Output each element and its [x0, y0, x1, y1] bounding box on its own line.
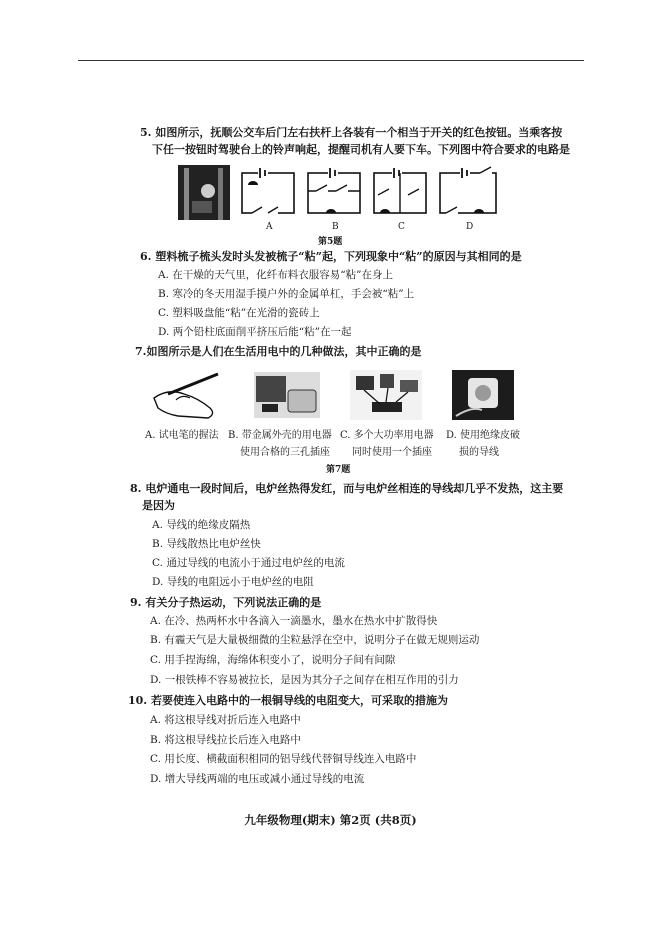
- circuit-c-diagram: [368, 165, 432, 221]
- q7-option-a-line1: A. 试电笔的握法: [145, 430, 219, 441]
- q7-stem: 7.如图所示是人们在生活用电中的几种做法，其中正确的是: [135, 345, 422, 358]
- q8-option-d: D. 导线的电阻远小于电炉丝的电阻: [152, 576, 314, 588]
- q7-option-c-line2: 同时使用一个插座: [352, 447, 432, 458]
- q8-stem-line2: 是因为: [142, 499, 175, 512]
- q6-option-b: B. 寒冷的冬天用湿手摸户外的金属单杠，手会被“粘”上: [158, 288, 415, 300]
- q6-option-a: A. 在干燥的天气里，化纤布料衣服容易“粘”在身上: [158, 269, 393, 281]
- q7-option-b-line1: B. 带金属外壳的用电器: [228, 430, 332, 441]
- q5-stem-line1: 5. 如图所示，抚顺公交车后门左右扶杆上各装有一个相当于开关的红色按钮。当乘客按: [140, 126, 563, 139]
- q7-option-d-line2: 损的导线: [459, 447, 499, 458]
- q5-caption: 第5题: [318, 237, 343, 247]
- q6-stem: 6. 塑料梳子梳头发时头发被梳子“粘”起，下列现象中“粘”的原因与其相同的是: [140, 250, 522, 263]
- q5-stem-line2: 下任一按钮时驾驶台上的铃声响起，提醒司机有人要下车。下列图中符合要求的电路是: [152, 143, 570, 156]
- q9-option-d: D. 一根铁棒不容易被拉长，是因为其分子之间存在相互作用的引力: [150, 674, 459, 686]
- q7-option-b-line2: 使用合格的三孔插座: [240, 447, 330, 458]
- circuit-label-d: D: [466, 222, 474, 232]
- q8-option-a: A. 导线的绝缘皮隔热: [152, 519, 251, 531]
- circuit-label-c: C: [398, 222, 405, 232]
- overloaded-socket-image: [350, 370, 422, 420]
- page-footer: 九年级物理(期末) 第2页 (共8页): [244, 813, 417, 827]
- q9-stem: 9. 有关分子热运动，下列说法正确的是: [130, 596, 322, 609]
- q9-option-a: A. 在冷、热两杯水中各滴入一滴墨水，墨水在热水中扩散得快: [150, 615, 438, 627]
- q6-option-d: D. 两个铅柱底面削平挤压后能“粘”在一起: [158, 326, 352, 338]
- three-hole-socket-image: [252, 370, 322, 420]
- q7-caption: 第7题: [326, 465, 351, 475]
- circuit-d-diagram: [434, 165, 502, 221]
- q10-stem: 10. 若要使连入电路中的一根铜导线的电阻变大，可采取的措施为: [128, 694, 448, 707]
- damaged-wire-image: [452, 370, 514, 420]
- q8-stem-line1: 8. 电炉通电一段时间后，电炉丝热得发红，而与电炉丝相连的导线却几乎不发热，这主要: [130, 482, 564, 495]
- circuit-b-diagram: [302, 165, 366, 221]
- test-pen-grip-image: [146, 370, 228, 420]
- q10-option-c: C. 用长度、横截面积相同的铝导线代替铜导线连入电路中: [150, 753, 417, 765]
- q7-option-d-line1: D. 使用绝缘皮破: [446, 430, 521, 441]
- q6-option-c: C. 塑料吸盘能“粘”在光滑的瓷砖上: [158, 307, 320, 319]
- q9-option-b: B. 有霾天气是大量极细微的尘粒悬浮在空中，说明分子在做无规则运动: [150, 634, 480, 646]
- bus-button-photo: [178, 165, 230, 220]
- header-rule: [78, 60, 584, 61]
- bus-photo-image: [178, 165, 230, 220]
- q7-option-c-line1: C. 多个大功率用电器: [340, 430, 434, 441]
- q8-option-b: B. 导线散热比电炉丝快: [152, 538, 261, 550]
- circuit-label-a: A: [266, 222, 273, 232]
- q8-option-c: C. 通过导线的电流小于通过电炉丝的电流: [152, 557, 345, 569]
- circuit-label-b: B: [332, 222, 339, 232]
- q9-option-c: C. 用手捏海绵，海绵体积变小了，说明分子间有间隙: [150, 654, 396, 666]
- q10-option-a: A. 将这根导线对折后连入电路中: [150, 714, 301, 726]
- q10-option-b: B. 将这根导线拉长后连入电路中: [150, 734, 301, 746]
- q10-option-d: D. 增大导线两端的电压或减小通过导线的电流: [150, 773, 365, 785]
- circuit-a-diagram: [236, 165, 300, 221]
